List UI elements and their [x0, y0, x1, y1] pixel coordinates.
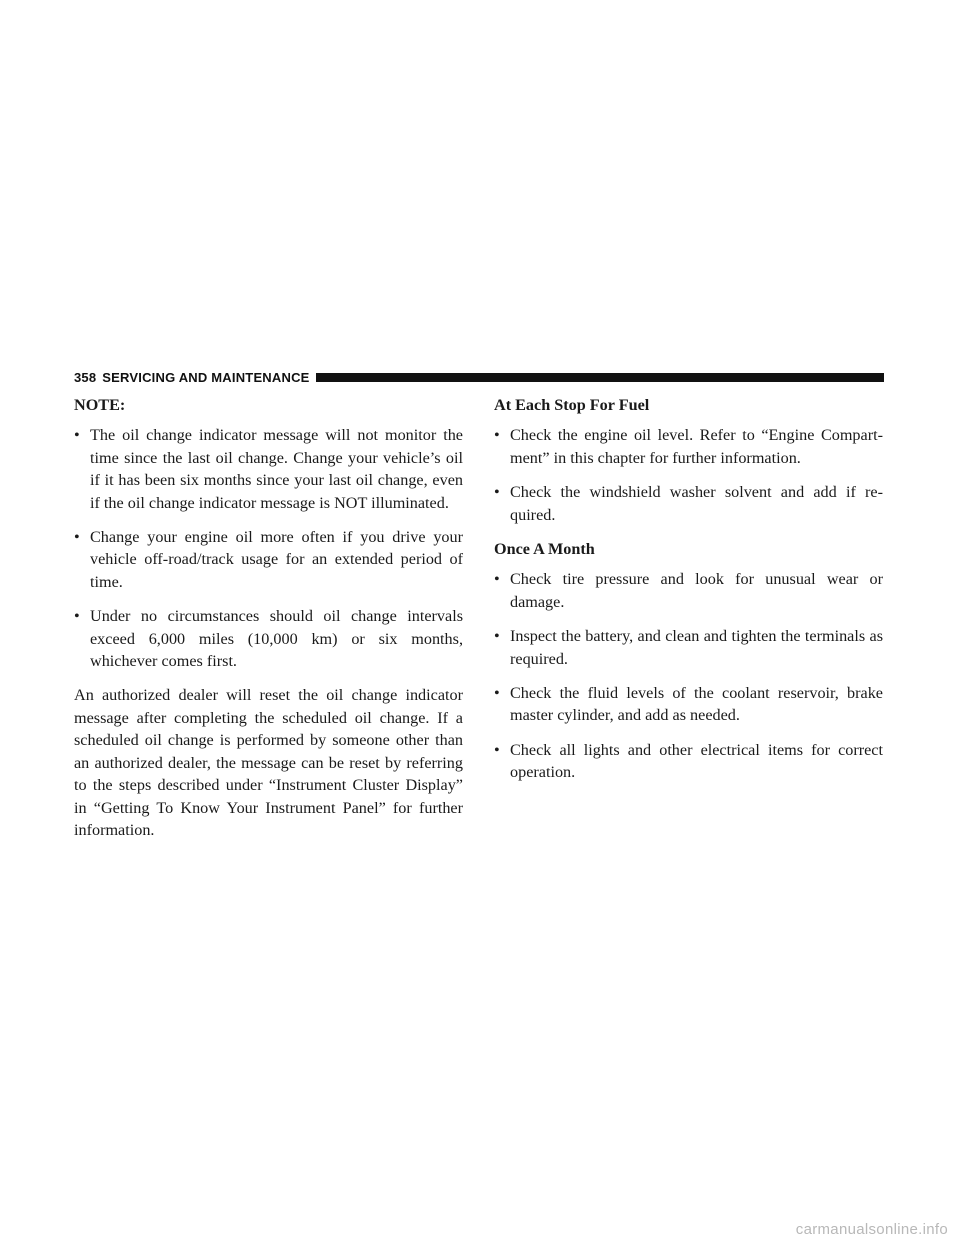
list-item-text: Under no circumstances should oil change intervals exceed 6,000 miles (10,000 km) or six months, whichever comes first. — [90, 607, 463, 671]
month-bullet-list — [494, 568, 883, 783]
right-column — [494, 394, 883, 796]
header-rule — [316, 373, 884, 382]
list-item — [494, 625, 883, 670]
page-number: 358 — [74, 369, 97, 385]
fuel-bullet-list — [494, 424, 883, 526]
left-column — [74, 394, 463, 841]
list-item-text: Check the windshield washer solvent and add if re-quired. — [510, 483, 883, 524]
list-item — [494, 424, 883, 469]
bullet-icon: • — [74, 528, 80, 547]
bullet-icon: • — [74, 426, 80, 445]
list-item — [74, 605, 463, 672]
list-item-text: Check all lights and other electrical items for correct operation. — [510, 740, 883, 782]
list-item-text: Change your engine oil more often if you drive your vehicle off-road/track usage for an extended period of time. — [90, 528, 463, 591]
body-paragraph: An authorized dealer will reset the oil change indicator message after completing the scheduled oil change. If a scheduled oil change is performed by someone other than an authorized dealer, the message can be reset by referring to the steps described under “Instrument Cluster Display” in “Getting To Know Your Instrument Panel” for further information. — [74, 686, 463, 839]
list-item-text: Check the engine oil level. Refer to “Engine Compart-ment” in this chapter for further information. — [510, 426, 883, 467]
list-item — [74, 526, 463, 593]
page-header — [74, 370, 884, 384]
note-heading: NOTE: — [74, 396, 126, 414]
month-heading: Once A Month — [494, 540, 595, 559]
header-label — [74, 370, 310, 385]
list-item — [494, 568, 883, 613]
section-title: SERVICING AND MAINTENANCE — [102, 369, 310, 385]
bullet-icon: • — [494, 570, 500, 589]
bullet-icon: • — [494, 483, 500, 502]
watermark: carmanualsonline.info — [795, 1221, 948, 1238]
list-item — [494, 481, 883, 526]
bullet-icon: • — [494, 426, 500, 445]
note-bullet-list — [74, 424, 463, 672]
list-item-text: Check tire pressure and look for unusual wear or damage. — [510, 570, 883, 611]
bullet-icon: • — [494, 627, 500, 646]
list-item-text: Check the fluid levels of the coolant reservoir, brake master cylinder, and add as needed. — [510, 684, 883, 725]
list-item — [494, 739, 883, 784]
fuel-heading: At Each Stop For Fuel — [494, 396, 650, 414]
list-item — [494, 682, 883, 727]
list-item-text: The oil change indicator message will not monitor the time since the last oil change. Change your vehicle’s oil if it has been six months since your last oil change, even if the oil change indicator message is NOT illuminated. — [90, 426, 463, 512]
bullet-icon: • — [494, 684, 500, 703]
list-item — [74, 424, 463, 514]
bullet-icon: • — [494, 740, 500, 759]
bullet-icon: • — [74, 607, 80, 626]
list-item-text: Inspect the battery, and clean and tighten the terminals as required. — [510, 627, 883, 668]
